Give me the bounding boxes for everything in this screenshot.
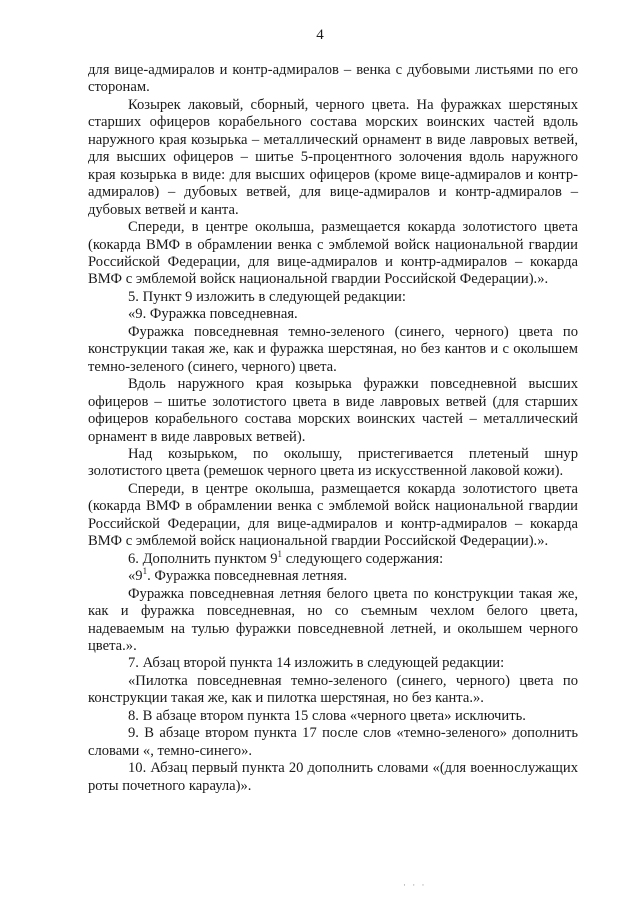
text-part: 6. Дополнить пунктом 9 [128, 550, 278, 567]
text-part: следующего содержания: [282, 550, 444, 567]
paragraph: Спереди, в центре околыша, размещается кокарда золотистого цвета (кокарда ВМФ в обрамлении венка с эмблемой войск национальной гвардии Российской Федерации, для вице-адмиралов и контр-адмиралов – кокарда ВМФ с эмблемой войск национальной гвардии Российской Федерации).». [88, 480, 578, 550]
paragraph: «9. Фуражка повседневная. [128, 306, 298, 323]
amendment-item: 10. Абзац первый пункта 20 дополнить словами «(для военнослужащих роты почетного караула)». [88, 760, 578, 794]
paragraph [88, 568, 578, 585]
text-part: . Фуражка повседневная летняя. [147, 568, 348, 585]
paragraph: для вице-адмиралов и контр-адмиралов – венка с дубовыми листьями по его сторонам. [88, 62, 578, 96]
superscript: 1 [142, 566, 148, 577]
text-part: «9 [128, 568, 143, 585]
superscript: 1 [277, 548, 283, 559]
page-number: 4 [316, 27, 324, 43]
paragraph: Фуражка повседневная летняя белого цвета по конструкции такая же, как и фуражка повседневная, но со съемным чехлом белого цвета, надеваемым на тулью фуражки повседневной летней, и околышем черного цвета.». [88, 585, 578, 654]
amendment-item: 5. Пункт 9 изложить в следующей редакции: [128, 288, 406, 305]
paragraph: Козырек лаковый, сборный, черного цвета. На фуражках шерстяных старших офицеров корабельного состава морских воинских частей вдоль наружного края козырька – металлический орнамент в виде лавровых ветвей, для высших офицеров – шитье 5-процентного золочения вдоль наружного края козырька в виде: для высших офицеров (кроме вице-адмиралов и контр-адмиралов) – дубовых ветвей, для вице-адмиралов и контр-адмиралов – дубовых ветвей и канта. [88, 96, 578, 218]
paragraph: Над козырьком, по околышу, пристегивается плетеный шнур золотистого цвета (ремешок черного цвета из искусственной лаковой кожи). [88, 445, 578, 480]
paragraph: Фуражка повседневная темно-зеленого (синего, черного) цвета по конструкции такая же, как и фуражка шерстяная, но без кантов и с околышем темно-зеленого (синего, черного) цвета. [88, 323, 578, 375]
scan-artifact: · · · [403, 880, 427, 890]
amendment-item [88, 548, 578, 568]
document-body [88, 62, 578, 795]
paragraph: Вдоль наружного края козырька фуражки повседневной высших офицеров – шитье золотистого цвета в виде лавровых ветвей (для старших офицеров корабельного состава морских воинских частей – металлический орнамент в виде лавровых ветвей). [88, 376, 578, 445]
paragraph: Спереди, в центре околыша, размещается кокарда золотистого цвета (кокарда ВМФ в обрамлении венка с эмблемой войск национальной гвардии Российской Федерации, для вице-адмиралов и контр-адмиралов – кокарда ВМФ с эмблемой войск национальной гвардии Российской Федерации).». [88, 219, 578, 288]
amendment-item: 9. В абзаце втором пункта 17 после слов «темно-зеленого» дополнить словами «, темно-синего». [88, 725, 578, 759]
paragraph: «Пилотка повседневная темно-зеленого (синего, черного) цвета по конструкции такая же, как и пилотка шерстяная, но без канта.». [88, 672, 578, 707]
amendment-item: 7. Абзац второй пункта 14 изложить в следующей редакции: [128, 655, 505, 672]
amendment-item: 8. В абзаце втором пункта 15 слова «черного цвета» исключить. [128, 707, 526, 724]
